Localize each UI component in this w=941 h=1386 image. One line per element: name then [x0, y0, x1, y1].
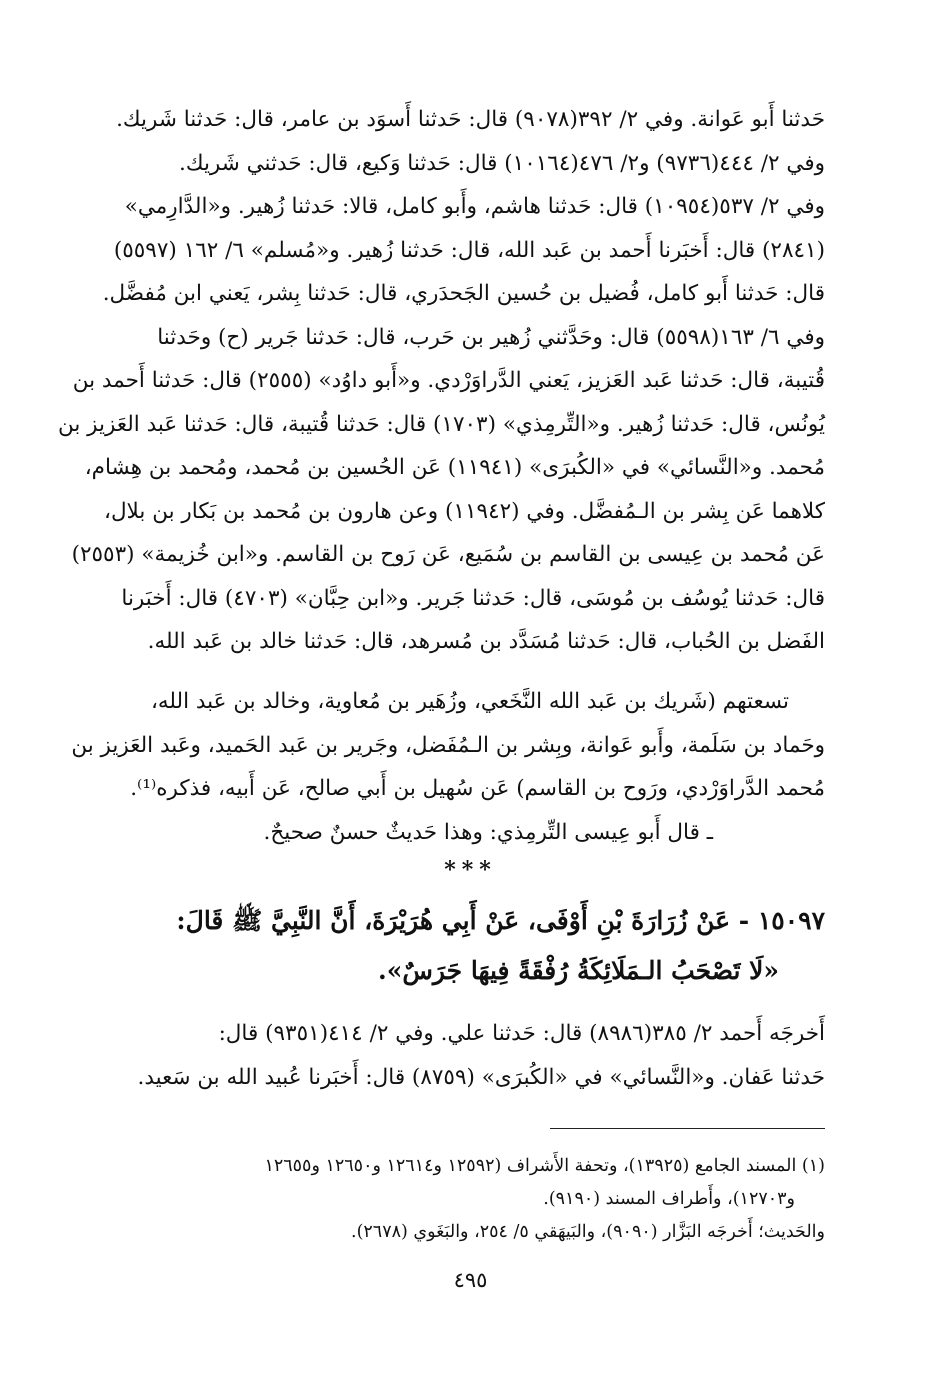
- hadith-line: «لَا تَصْحَبُ الـمَلَائِكَةُ رُفْقَةً فِيهَا جَرَسٌ».: [378, 956, 779, 985]
- text-line: حَدثنا أَبو عَوانة. وفي ٢/ ٣٩٢(٩٠٧٨) قال: حَدثنا أَسوَد بن عامر، قال: حَدثنا شَريك.: [116, 107, 825, 132]
- takhrij-paragraph: [110, 1012, 825, 1099]
- section-separator: ***: [444, 857, 497, 883]
- hadith-text: [110, 896, 825, 996]
- text-line: قُتيبة، قال: حَدثنا عَبد العَزيز، يَعني الدَّراوَرْدي. و«أَبو داوُد» (٢٥٥٥) قال: حَدثنا أَحمد بن: [72, 368, 825, 393]
- text-line: قال: حَدثنا أَبو كامل، فُضيل بن حُسين الجَحدَري، قال: حَدثنا بِشر، يَعني ابن مُفضَّل.: [102, 281, 825, 306]
- footnote-line: والحَديث؛ أَخرجَه البَزَّار (٩٠٩٠)، والبَيهَقي ٥/ ٢٥٤، والبَغَوي (٢٦٧٨).: [351, 1222, 825, 1242]
- text-line: (٢٨٤١) قال: أَخبَرنا أَحمد بن عَبد الله، قال: حَدثنا زُهير. و«مُسلم» ٦/ ١٦٢ (٥٥٩٧): [113, 237, 825, 263]
- tirmidhi-note-line: ـ قال أَبو عِيسى التِّرمِذي: وهذا حَديثٌ حسنٌ صحيحٌ.: [263, 819, 713, 845]
- footnote-line: و١٢٧٠٣)، وأَطراف المسند (٩١٩٠).: [543, 1189, 795, 1209]
- footnote-divider: [550, 1128, 825, 1129]
- text-line: قال: حَدثنا يُوسُف بن مُوسَى، قال: حَدثنا جَرير. و«ابن حِبَّان» (٤٧٠٣) قال: أَخبَرنا: [121, 585, 825, 611]
- text-line: الفَضل بن الحُباب، قال: حَدثنا مُسَدَّد بن مُسرهد، قال: حَدثنا خالد بن عَبد الله.: [147, 629, 825, 654]
- text-line: أَخرجَه أَحمد ٢/ ٣٨٥(٨٩٨٦) قال: حَدثنا علي. وفي ٢/ ٤١٤(٩٣٥١) قال:: [218, 1021, 825, 1046]
- footnotes: [110, 1150, 825, 1249]
- text-line: وفي ٢/ ٤٤٤(٩٧٣٦) و٢/ ٤٧٦(١٠١٦٤) قال: حَدثنا وَكيع، قال: حَدثني شَريك.: [178, 150, 825, 176]
- text-line: مُحمد. و«النَّسائي» في «الكُبرَى» (١١٩٤١) عَن الحُسين بن مُحمد، ومُحمد بن هِشام،: [84, 455, 825, 480]
- text-line: كلاهما عَن بِشر بن الـمُفضَّل. وفي (١١٩٤٢) وعن هارون بن مُحمد بن بَكار بن بلال،: [104, 498, 825, 524]
- text-line: يُونُس، قال: حَدثنا زُهير. و«التِّرمِذي» (١٧٠٣) قال: حَدثنا قُتيبة، قال: حَدثنا عَبد العَزيز بن: [57, 411, 825, 437]
- page-number: ٤٩٥: [453, 1268, 488, 1292]
- summary-paragraph: [71, 680, 825, 854]
- main-text-paragraph: [57, 98, 825, 664]
- text-line: حَدثنا عَفان. و«النَّسائي» في «الكُبرَى» (٨٧٥٩) قال: أَخبَرنا عُبيد الله بن سَعيد.: [137, 1064, 825, 1090]
- footnote-line: (١) المسند الجامع (١٣٩٢٥)، وتحفة الأَشراف (١٢٥٩٢ و١٢٦١٤ و١٢٦٥٠ و١٢٦٥٥: [264, 1156, 825, 1176]
- text-line: وحَماد بن سَلَمة، وأَبو عَوانة، وبِشر بن الـمُفَضل، وجَرير بن عَبد الحَميد، وعَبد العَزيز بن: [71, 732, 825, 758]
- hadith-line: ١٥٠٩٧ - عَنْ زُرَارَةَ بْنِ أَوْفَى، عَنْ أَبِي هُرَيْرَةَ، أَنَّ النَّبِيَّ ﷺ قَالَ:: [176, 906, 825, 935]
- text-line: وفي ٦/ ١٦٣(٥٥٩٨) قال: وحَدَّثني زُهير بن حَرب، قال: حَدثنا جَرير (ح) وحَدثنا: [157, 324, 825, 350]
- text-line: عَن مُحمد بن عِيسى بن القاسم بن سُمَيع، عَن رَوح بن القاسم. و«ابن خُزيمة» (٢٥٥٣): [71, 542, 825, 567]
- text-line: وفي ٢/ ٥٣٧(١٠٩٥٤) قال: حَدثنا هاشم، وأَبو كامل، قالا: حَدثنا زُهير. و«الدَّارِمي»: [124, 194, 825, 219]
- text-line: تسعتهم (شَريك بن عَبد الله النَّخَعي، وزُهَير بن مُعاوية، وخالد بن عَبد الله،: [150, 689, 789, 714]
- text-line: مُحمد الدَّراوَرْدي، ورَوح بن القاسم) عَن سُهيل بن أَبي صالح، عَن أَبيه، فذكره⁽¹⁾.: [130, 776, 825, 801]
